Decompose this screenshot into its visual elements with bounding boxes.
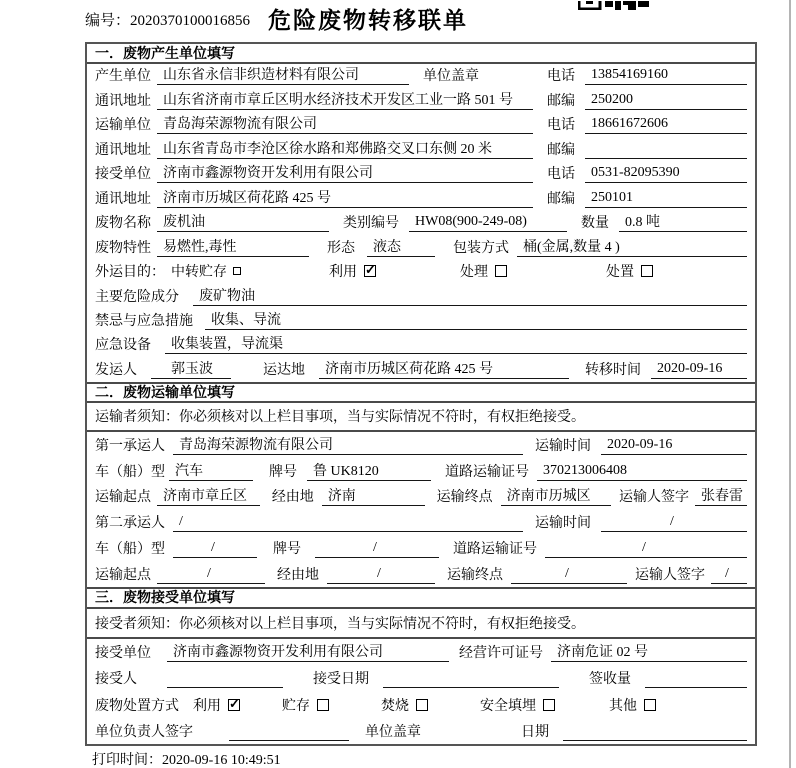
transporter-address-value: 山东省青岛市李沧区徐水路和郑佛路交叉口东侧 20 米: [157, 138, 533, 159]
waste-traits-value: 易燃性,毒性: [157, 236, 309, 257]
received-qty-label: 签收量: [589, 672, 631, 688]
disposal-method-label: 废物处置方式: [95, 698, 179, 714]
waste-name-value: 废机油: [157, 211, 329, 232]
plate-value: /: [315, 540, 439, 558]
road-license-value: /: [545, 540, 747, 558]
purpose-label: 外运目的：: [95, 265, 165, 281]
receiver-row: [87, 162, 755, 186]
transfer-time-value: 2020-09-16: [651, 361, 747, 379]
emergency-equipment-row: [87, 333, 755, 357]
section2-header: 二．废物运输单位填写: [87, 382, 755, 403]
dispatcher-value: 郭玉波: [151, 358, 231, 379]
transport-time-label: 运输时间: [535, 516, 591, 532]
permit-label: 经营许可证号: [459, 645, 543, 661]
option-label: 处置: [606, 265, 634, 281]
via-value: 济南: [322, 485, 425, 506]
page-title: 危险废物转移联单: [268, 8, 468, 33]
transporter-phone-value: 18661672606: [585, 116, 747, 134]
carrier1-label: 第一承运人: [95, 438, 165, 454]
address-label: 通讯地址: [95, 93, 151, 109]
transporter-address-row: [87, 137, 755, 161]
destination-value: 济南市历城区荷花路 425 号: [319, 358, 569, 379]
dispatch-row: [87, 357, 755, 381]
received-qty-value: [645, 670, 747, 688]
plate-value: 鲁 UK8120: [307, 460, 431, 481]
checkbox-dispose-icon: [641, 265, 653, 277]
vehicle-type-label: 车（船）型: [95, 464, 165, 480]
hazard-value: 废矿物油: [193, 285, 747, 306]
transporter-sign-label: 运输人签字: [635, 567, 705, 583]
checkbox-other-icon: [644, 699, 656, 711]
transporter-label: 运输单位: [95, 118, 151, 134]
route1-row: [87, 484, 755, 510]
via-label: 经由地: [271, 490, 314, 506]
producer-value: 山东省永信非织造材料有限公司: [157, 64, 409, 85]
qr-code-fragment-icon: [578, 0, 650, 10]
phone-label: 电话: [547, 69, 575, 85]
zip-label: 邮编: [547, 142, 575, 158]
emergency-measures-label: 禁忌与应急措施: [95, 313, 193, 329]
date-value: [563, 723, 747, 741]
plate-label: 牌号: [269, 464, 297, 480]
vehicle-type-label: 车（船）型: [95, 542, 165, 558]
carrier1-row: [87, 432, 755, 458]
option-label: 安全填埋: [480, 698, 536, 714]
category-value: HW08(900-249-08): [409, 214, 567, 232]
carrier1-value: 青岛海荣源物流有限公司: [173, 434, 523, 455]
phone-label: 电话: [547, 118, 575, 134]
transporter-sign-value: /: [711, 566, 747, 584]
zip-label: 邮编: [547, 93, 575, 109]
disposal-option-utilize: [193, 695, 240, 715]
option-label: 贮存: [282, 698, 310, 714]
waste-name-row: [87, 211, 755, 235]
checkbox-treat-icon: [495, 265, 507, 277]
carrier2-row: [87, 509, 755, 535]
option-label: 利用: [329, 265, 357, 281]
vehicle-type-value: /: [173, 540, 257, 558]
serial-label: 编号：: [85, 13, 131, 29]
route-end-label: 运输终点: [436, 490, 493, 506]
dispatcher-label: 发运人: [95, 362, 137, 378]
accept-unit-row: [87, 639, 755, 665]
producer-row: [87, 64, 755, 88]
pack-value: 桶(金属,数量 4 ): [517, 236, 747, 257]
zip-label: 邮编: [547, 191, 575, 207]
purpose-row: [87, 260, 755, 284]
route-start-label: 运输起点: [95, 490, 151, 506]
form-value: 液态: [367, 236, 435, 257]
checkbox-landfill-icon: [543, 699, 555, 711]
transfer-time-label: 转移时间: [585, 362, 641, 378]
accept-person-label: 接受人: [95, 672, 137, 688]
receiver-phone-value: 0531-82095390: [585, 165, 747, 183]
unit-stamp-label: 单位盖章: [365, 724, 421, 740]
emergency-measures-row: [87, 309, 755, 333]
disposal-option-other: [609, 695, 656, 715]
unit-signer-value: [229, 723, 349, 741]
producer-address-value: 山东省济南市章丘区明水经济技术开发区工业一路 501 号: [157, 89, 533, 110]
disposal-option-landfill: [480, 695, 555, 715]
route-start-value: /: [157, 566, 265, 584]
producer-address-row: [87, 88, 755, 112]
receiver-value: 济南市鑫源物资开发利用有限公司: [157, 162, 533, 183]
accept-unit-value: 济南市鑫源物资开发利用有限公司: [167, 641, 449, 662]
purpose-option-dispose: [606, 261, 653, 281]
transporter-row: [87, 113, 755, 137]
disposal-option-incinerate: [381, 695, 428, 715]
vehicle2-row: [87, 535, 755, 561]
qty-label: 数量: [581, 216, 609, 232]
route-start-value: 济南市章丘区: [157, 485, 260, 506]
section1-header: 一．废物产生单位填写: [87, 44, 755, 64]
stamp-label: 单位盖章: [423, 69, 479, 85]
producer-label: 产生单位: [95, 69, 151, 85]
accept-date-label: 接受日期: [313, 672, 369, 688]
phone-label: 电话: [547, 167, 575, 183]
route-start-label: 运输起点: [95, 567, 151, 583]
receiver-zip-value: 250101: [585, 190, 747, 208]
form-label: 形态: [327, 240, 355, 256]
carrier2-label: 第二承运人: [95, 516, 165, 532]
scan-page-edge-line: [789, 0, 791, 768]
purpose-option-transit-storage: [171, 261, 241, 281]
transporter-value: 青岛海荣源物流有限公司: [157, 113, 533, 134]
address-label: 通讯地址: [95, 142, 151, 158]
vehicle-type-value: 汽车: [169, 460, 253, 481]
category-label: 类别编号: [343, 216, 399, 232]
hazard-label: 主要危险成分: [95, 289, 179, 305]
producer-phone-value: 13854169160: [585, 67, 747, 85]
emergency-equipment-value: 收集装置，导流渠: [165, 333, 747, 354]
address-label: 通讯地址: [95, 191, 151, 207]
transport-time-label: 运输时间: [535, 438, 591, 454]
accept-person-row: [87, 665, 755, 691]
route2-row: [87, 561, 755, 587]
unit-signer-label: 单位负责人签字: [95, 724, 193, 740]
hazard-row: [87, 284, 755, 308]
purpose-option-utilize: [329, 261, 376, 281]
vehicle1-row: [87, 458, 755, 484]
checkbox-utilize-icon: ✓: [229, 695, 240, 711]
carrier2-value: /: [173, 514, 523, 532]
via-label: 经由地: [277, 567, 319, 583]
section3-rows: [87, 639, 755, 744]
qty-value: 0.8 吨: [619, 211, 747, 232]
section2-rows: [87, 432, 755, 587]
pack-label: 包装方式: [453, 240, 509, 256]
route-end-value: 济南市历城区: [501, 485, 611, 506]
checkbox-store-icon: [317, 699, 329, 711]
waste-name-label: 废物名称: [95, 216, 151, 232]
road-license-value: 370213006408: [537, 463, 747, 481]
option-label: 其他: [609, 698, 637, 714]
checkbox-transit-storage-icon: [233, 267, 241, 275]
transport-time-value: /: [601, 514, 747, 532]
section1-rows: [87, 64, 755, 382]
producer-zip-value: 250200: [585, 92, 747, 110]
unit-signature-row: [87, 718, 755, 744]
print-time-line: [92, 749, 281, 768]
option-label: 焚烧: [381, 698, 409, 714]
road-license-label: 道路运输证号: [445, 464, 529, 480]
print-time-label: 打印时间：: [92, 753, 162, 768]
checkbox-incinerate-icon: [416, 699, 428, 711]
plate-label: 牌号: [273, 542, 301, 558]
receiver-address-value: 济南市历城区荷花路 425 号: [157, 187, 533, 208]
option-label: 处理: [460, 265, 488, 281]
checkbox-utilize-icon: ✓: [365, 262, 376, 278]
route-end-label: 运输终点: [447, 567, 503, 583]
disposal-option-store: [282, 695, 329, 715]
date-label: 日期: [521, 724, 549, 740]
manifest-form-table: [85, 42, 757, 746]
accept-person-value: [167, 670, 283, 688]
transporter-sign-value: 张春雷: [695, 485, 747, 506]
receiver-address-row: [87, 186, 755, 210]
permit-value: 济南危证 02 号: [551, 641, 747, 662]
emergency-equipment-label: 应急设备: [95, 338, 151, 354]
transporter-sign-label: 运输人签字: [619, 490, 690, 506]
disposal-method-row: [87, 691, 755, 717]
section3-header: 三．废物接受单位填写: [87, 587, 755, 609]
print-time-value: 2020-09-16 10:49:51: [162, 753, 281, 768]
transport-time-value: 2020-09-16: [601, 437, 747, 455]
accept-unit-label: 接受单位: [95, 645, 151, 661]
option-label: 中转贮存: [171, 265, 227, 281]
waste-traits-label: 废物特性: [95, 240, 151, 256]
waste-traits-row: [87, 235, 755, 259]
section3-notice: 接受者须知：你必须核对以上栏目事项，当与实际情况不符时，有权拒绝接受。: [87, 609, 755, 639]
route-end-value: /: [511, 566, 627, 584]
section2-notice: 运输者须知：你必须核对以上栏目事项，当与实际情况不符时，有权拒绝接受。: [87, 403, 755, 432]
via-value: /: [327, 566, 435, 584]
destination-label: 运达地: [263, 362, 305, 378]
purpose-option-treat: [460, 261, 507, 281]
emergency-measures-value: 收集、导流: [205, 309, 747, 330]
receiver-label: 接受单位: [95, 167, 151, 183]
road-license-label: 道路运输证号: [453, 542, 537, 558]
transporter-zip-value: [585, 141, 747, 159]
option-label: 利用: [193, 698, 221, 714]
accept-date-value: [383, 670, 559, 688]
serial-number: 2020370100016856: [130, 13, 251, 29]
